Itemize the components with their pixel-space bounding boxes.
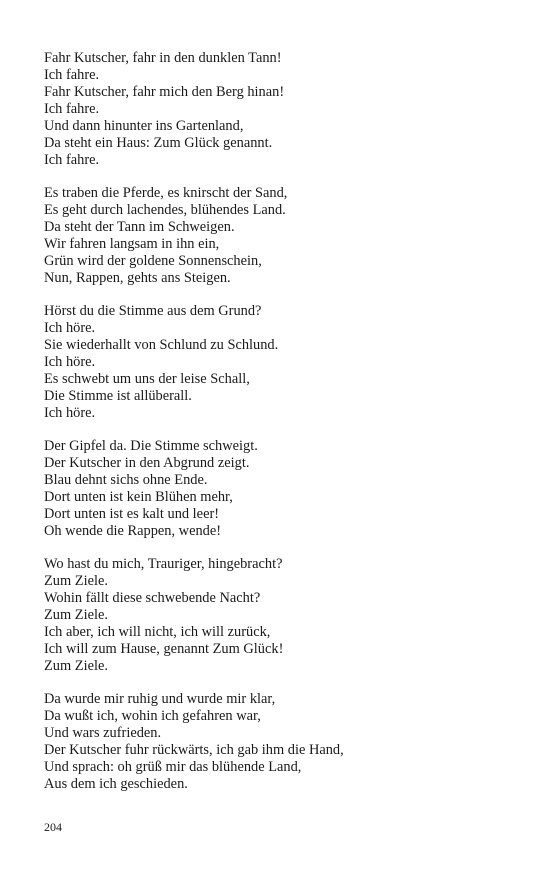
poem-line: Ich will zum Hause, genannt Zum Glück! [44, 641, 284, 657]
poem-line: Und wars zufrieden. [44, 725, 162, 741]
poem-line: Und dann hinunter ins Gartenland, [44, 118, 244, 134]
poem-line: Sie wiederhallt von Schlund zu Schlund. [44, 337, 279, 353]
stanza-3 [44, 303, 514, 422]
poem-line: Dort unten ist kein Blühen mehr, [44, 489, 233, 505]
poem-line: Es schwebt um uns der leise Schall, [44, 371, 250, 387]
poem-line: Ich höre. [44, 320, 96, 336]
poem-line: Zum Ziele. [44, 573, 108, 589]
poem-line: Ich aber, ich will nicht, ich will zurück, [44, 624, 271, 640]
stanza-4 [44, 438, 514, 540]
poem-line: Wohin fällt diese schwebende Nacht? [44, 590, 261, 606]
poem-line: Da steht ein Haus: Zum Glück genannt. [44, 135, 273, 151]
poem-line: Fahr Kutscher, fahr mich den Berg hinan! [44, 84, 285, 100]
poem-line: Der Kutscher fuhr rückwärts, ich gab ihm die Hand, [44, 742, 344, 758]
poem-line: Und sprach: oh grüß mir das blühende Land, [44, 759, 302, 775]
poem-line: Fahr Kutscher, fahr in den dunklen Tann! [44, 50, 282, 66]
poem-line: Es traben die Pferde, es knirscht der Sand, [44, 185, 288, 201]
page-number: 204 [44, 820, 62, 834]
poem-line: Ich fahre. [44, 67, 100, 83]
poem-line: Wir fahren langsam in ihn ein, [44, 236, 220, 252]
poem-line: Da steht der Tann im Schweigen. [44, 219, 235, 235]
poem-line: Ich fahre. [44, 152, 100, 168]
poem-line: Hörst du die Stimme aus dem Grund? [44, 303, 262, 319]
poem-line: Da wußt ich, wohin ich gefahren war, [44, 708, 261, 724]
poem-line: Grün wird der goldene Sonnenschein, [44, 253, 262, 269]
poem-line: Ich höre. [44, 405, 96, 421]
poem-line: Dort unten ist es kalt und leer! [44, 506, 220, 522]
poem-line: Der Kutscher in den Abgrund zeigt. [44, 455, 250, 471]
poem-line: Der Gipfel da. Die Stimme schweigt. [44, 438, 258, 454]
poem-line: Die Stimme ist allüberall. [44, 388, 192, 404]
poem-line: Oh wende die Rappen, wende! [44, 523, 222, 539]
poem-line: Wo hast du mich, Trauriger, hingebracht? [44, 556, 283, 572]
poem-line: Aus dem ich geschieden. [44, 776, 188, 792]
poem-line: Nun, Rappen, gehts ans Steigen. [44, 270, 231, 286]
poem-line: Es geht durch lachendes, blühendes Land. [44, 202, 286, 218]
stanza-6 [44, 691, 514, 793]
poem-line: Ich höre. [44, 354, 96, 370]
poem-line: Zum Ziele. [44, 658, 108, 674]
poem-body [44, 50, 514, 809]
poem-line: Ich fahre. [44, 101, 100, 117]
stanza-2 [44, 185, 514, 287]
poem-line: Zum Ziele. [44, 607, 108, 623]
stanza-5 [44, 556, 514, 675]
stanza-1 [44, 50, 514, 169]
poem-line: Da wurde mir ruhig und wurde mir klar, [44, 691, 276, 707]
poem-line: Blau dehnt sichs ohne Ende. [44, 472, 208, 488]
